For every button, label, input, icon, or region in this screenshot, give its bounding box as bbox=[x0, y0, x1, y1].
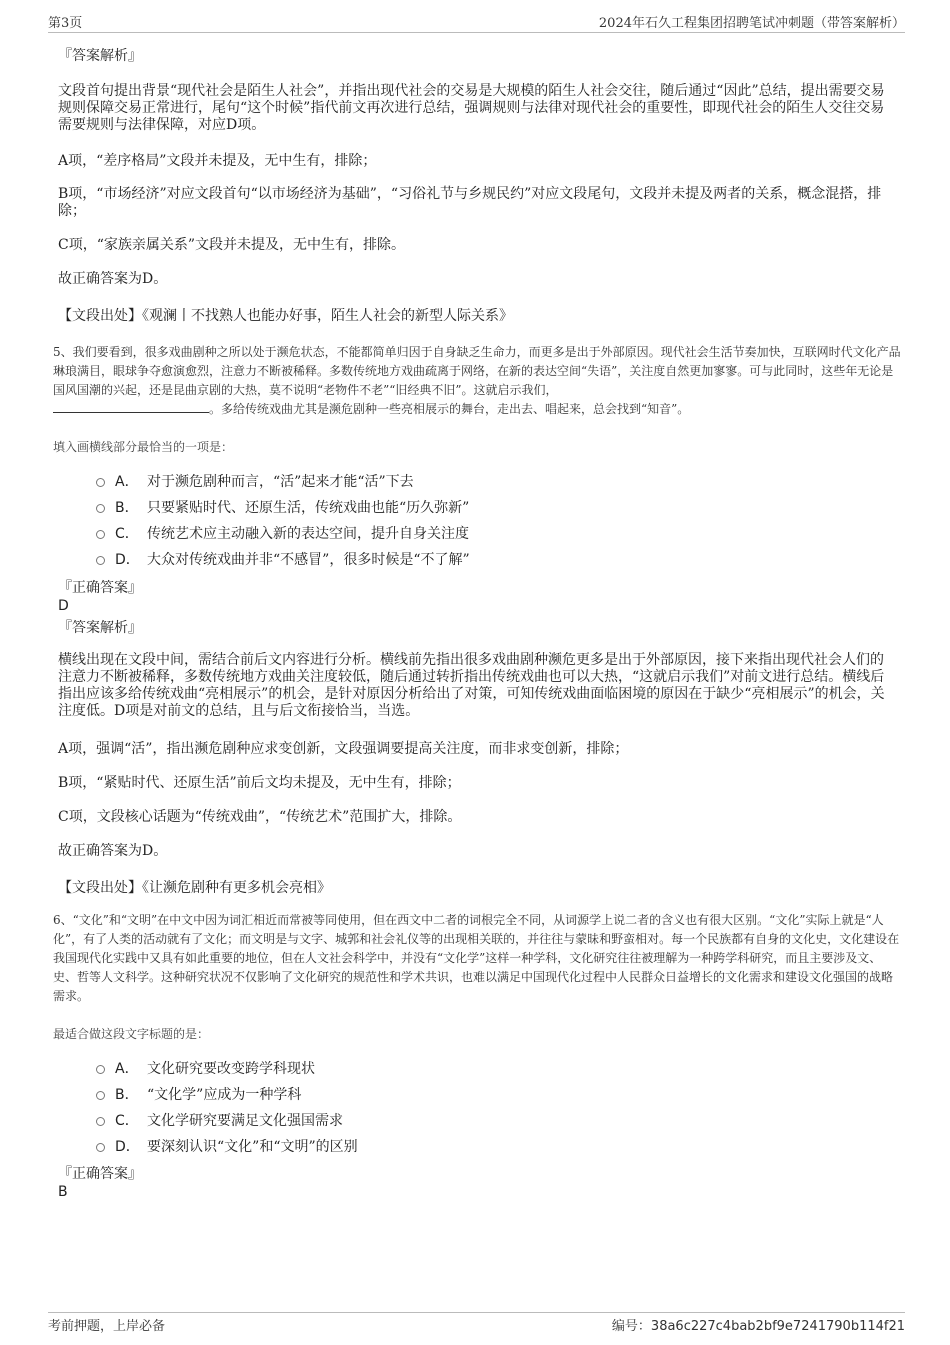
q5-option-b[interactable]: B． 只要紧贴时代、还原生活，传统戏曲也能“历久弥新” bbox=[96, 499, 469, 517]
q6-stem: 6、“文化”和“文明”在中文中因为词汇相近而常被等同使用，但在西文中二者的词根完全不同，从词源学上说二者的含义也有很大区别。“文化”实际上就是“人化”，有了人类的活动就有了文化；而文明是与文字、城郭和社会礼仪等的出现相关联的，并往往与蒙昧和野蛮相对。每一个民族都有自身的文化史，文化建设在我国现代化实践中又具有如此重要的地位，但在人文社会科学中，并没有“文化学”这样一种学科，文化研究往往被理解为一种跨学科研究，而且主要涉及文、史、哲等人文科学。这种研究状况不仅影响了文化研究的规范性和学术共识，也难以满足中国现代化过程中人民群众日益增长的文化需求和建设文化强国的战略需求。 bbox=[53, 913, 900, 1003]
q6-option-d[interactable]: D． 要深刻认识“文化”和“文明”的区别 bbox=[96, 1138, 358, 1156]
q4-analysis-p2: A项，“差序格局”文段并未提及，无中生有，排除； bbox=[58, 153, 377, 169]
radio-icon[interactable] bbox=[96, 504, 105, 513]
radio-icon[interactable] bbox=[96, 556, 105, 565]
radio-icon[interactable] bbox=[96, 1091, 105, 1100]
page-header bbox=[48, 12, 905, 33]
q4-source: 【文段出处】《观澜丨不找熟人也能办好事，陌生人社会的新型人际关系》 bbox=[58, 308, 513, 324]
q5-prompt: 填入画横线部分最恰当的一项是： bbox=[53, 440, 234, 454]
q6-option-c[interactable]: C． 文化学研究要满足文化强国需求 bbox=[96, 1112, 343, 1130]
q6-option-a[interactable]: A． 文化研究要改变跨学科现状 bbox=[96, 1060, 315, 1078]
q5-option-c[interactable]: C． 传统艺术应主动融入新的表达空间，提升自身关注度 bbox=[96, 525, 469, 543]
q5-correct-label: 『正确答案』 bbox=[58, 580, 142, 596]
document-code bbox=[612, 1315, 905, 1334]
q5-analysis-p2: A项，强调“活”，指出濒危剧种应求变创新，文段强调要提高关注度，而非求变创新，排除； bbox=[58, 741, 629, 757]
q5-analysis-p1: 横线出现在文段中间，需结合前后文内容进行分析。横线前先指出很多戏曲剧种濒危更多是出于外部原因，接下来指出现代社会人们的注意力不断被稀释，多数传统地方戏曲关注度较低，随后通过转折指出传统戏曲也可以大热，“这就启示我们”对前文进行总结。横线后指出应该多给传统戏曲“亮相展示”的机会，是针对原因分析给出了对策，可知传统戏曲面临困境的原因在于缺少“亮相展示”的机会，关注度低。D项是对前文的总结，且与后文衔接恰当，当选。 bbox=[58, 652, 885, 719]
q5-analysis-p5: 故正确答案为D。 bbox=[58, 843, 168, 859]
q5-stem bbox=[53, 343, 903, 419]
q6-prompt: 最适合做这段文字标题的是： bbox=[53, 1027, 210, 1041]
q5-stem-part-b: 。多给传统戏曲尤其是濒危剧种一些亮相展示的舞台，走出去、唱起来，总会找到“知音”。 bbox=[209, 402, 690, 416]
code-label: 编号： bbox=[611, 1319, 651, 1334]
q6-option-b[interactable]: B． “文化学”应成为一种学科 bbox=[96, 1086, 301, 1104]
radio-icon[interactable] bbox=[96, 478, 105, 487]
footer-slogan: 考前押题，上岸必备 bbox=[48, 1319, 166, 1334]
q4-analysis-p3: B项，“市场经济”对应文段首句“以市场经济为基础”，“习俗礼节与乡规民约”对应文段尾句，文段并未提及两者的关系，概念混搭，排除； bbox=[58, 186, 882, 219]
q5-analysis-p3: B项，“紧贴时代、还原生活”前后文均未提及，无中生有，排除； bbox=[58, 775, 461, 791]
radio-icon[interactable] bbox=[96, 1065, 105, 1074]
q5-correct-answer: D bbox=[58, 598, 69, 614]
radio-icon[interactable] bbox=[96, 530, 105, 539]
q6-correct-label: 『正确答案』 bbox=[58, 1166, 142, 1182]
q5-stem-part-a: 5、我们要看到，很多戏曲剧种之所以处于濒危状态，不能都简单归因于自身缺乏生命力，而更多是出于外部原因。现代社会生活节奏加快，互联网时代文化产品琳琅满目，眼球争夺愈演愈烈，注意力不断被稀释。多数传统地方戏曲疏离于网络，在新的表达空间“失语”，关注度自然更加寥寥。可与此同时，这些年无论是国风国潮的兴起，还是昆曲京剧的大热，莫不说明“老物件不老”“旧经典不旧”。这就启示我们， bbox=[53, 345, 901, 397]
radio-icon[interactable] bbox=[96, 1143, 105, 1152]
page-number: 第3页 bbox=[48, 16, 83, 31]
q5-blank-line bbox=[53, 400, 209, 413]
document-title: 2024年石久工程集团招聘笔试冲刺题（带答案解析） bbox=[598, 16, 905, 31]
code-value: 38a6c227c4bab2bf9e7241790b114f21 bbox=[650, 1319, 905, 1334]
q4-analysis-label: 『答案解析』 bbox=[58, 48, 142, 64]
q5-analysis-label: 『答案解析』 bbox=[58, 620, 142, 636]
q4-analysis-p1: 文段首句提出背景“现代社会是陌生人社会”，并指出现代社会的交易是大规模的陌生人社会交往，随后通过“因此”总结，提出需要交易规则保障交易正常进行，尾句“这个时候”指代前文再次进行总结，强调规则与法律对现代社会的重要性，即现代社会的陌生人交往交易需要规则与法律保障，对应D项。 bbox=[58, 83, 885, 133]
q4-analysis-p5: 故正确答案为D。 bbox=[58, 271, 168, 287]
q4-analysis-p4: C项，“家族亲属关系”文段并未提及，无中生有，排除。 bbox=[58, 237, 406, 253]
q6-correct-answer: B bbox=[58, 1184, 68, 1200]
radio-icon[interactable] bbox=[96, 1117, 105, 1126]
q5-option-a[interactable]: A． 对于濒危剧种而言，“活”起来才能“活”下去 bbox=[96, 473, 414, 491]
q5-option-d[interactable]: D． 大众对传统戏曲并非“不感冒”，很多时候是“不了解” bbox=[96, 551, 470, 569]
page-footer bbox=[48, 1312, 905, 1335]
q5-analysis-p4: C项，文段核心话题为“传统戏曲”，“传统艺术”范围扩大，排除。 bbox=[58, 809, 462, 825]
q5-source: 【文段出处】《让濒危剧种有更多机会亮相》 bbox=[58, 880, 331, 896]
